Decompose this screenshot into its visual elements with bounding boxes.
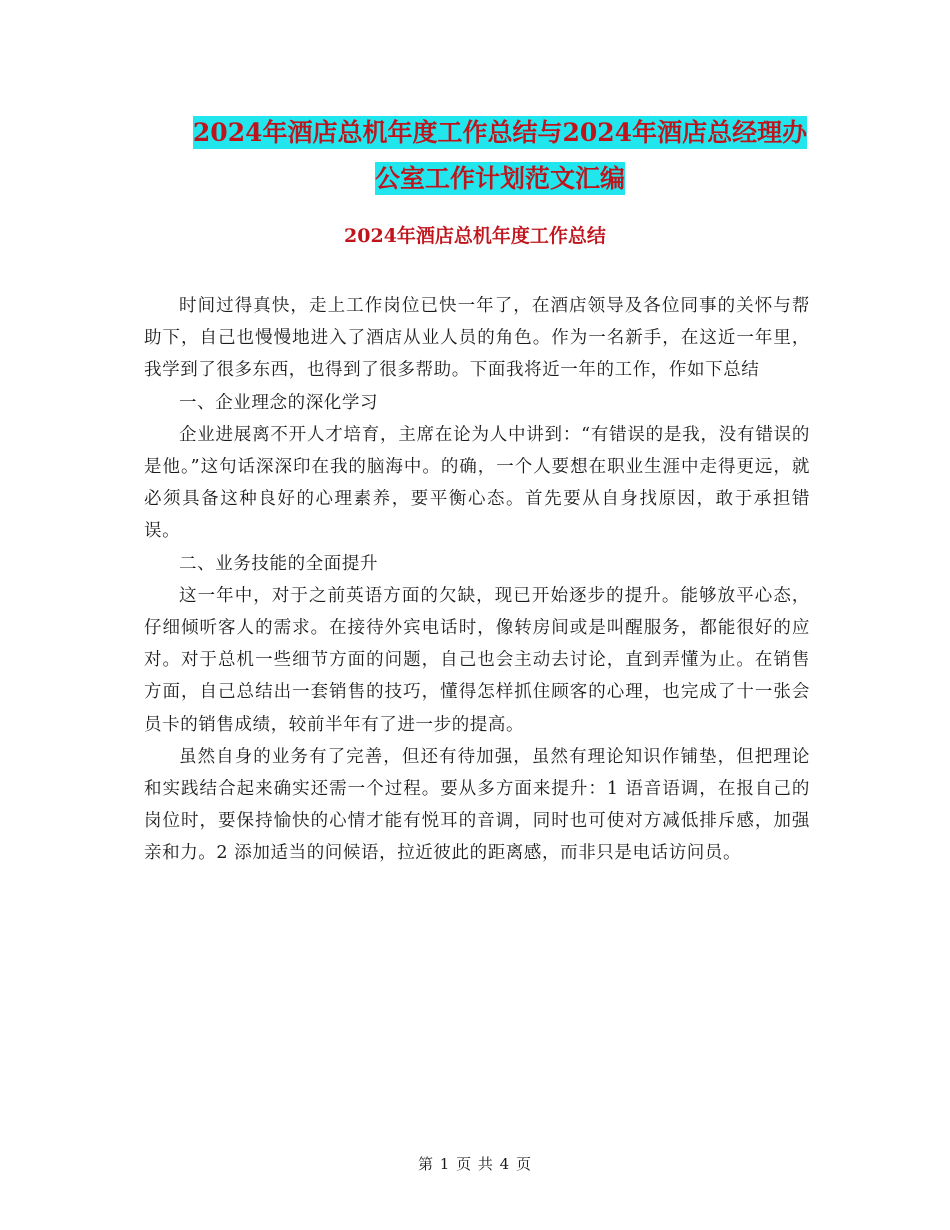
document-body (144, 290, 810, 870)
paragraph-intro: 时间过得真快，走上工作岗位已快一年了，在酒店领导及各位同事的关怀与帮助下，自己也慢慢地进入了酒店从业人员的角色。作为一名新手，在这近一年里，我学到了很多东西，也得到了很多帮助。下面我将近一年的工作，作如下总结 (144, 296, 810, 381)
page-footer: 第 1 页 共 4 页 (418, 1155, 532, 1173)
heading-1: 一、企业理念的深化学习 (179, 392, 379, 413)
paragraph-1: 企业进展离不开人才培育，主席在论为人中讲到：“有错误的是我，没有错误的是他。”这句话深深印在我的脑海中。的确，一个人要想在职业生涯中走得更远，就必须具备这种良好的心理素养，要平衡心态。首先要从自身找原因，敢于承担错误。 (144, 424, 810, 542)
paragraph-2: 这一年中，对于之前英语方面的欠缺，现已开始逐步的提升。能够放平心态，仔细倾听客人的需求。在接待外宾电话时，像转房间或是叫醒服务，都能很好的应对。对于总机一些细节方面的问题，自己也会主动去讨论，直到弄懂为止。在销售方面，自己总结出一套销售的技巧，懂得怎样抓住顾客的心理，也完成了十一张会员卡的销售成绩，较前半年有了进一步的提高。 (144, 585, 810, 735)
document-title-line1: 2024年酒店总机年度工作总结与2024年酒店总经理办 (192, 118, 808, 147)
heading-2: 二、业务技能的全面提升 (179, 553, 379, 574)
section-title: 2024年酒店总机年度工作总结 (344, 225, 606, 247)
paragraph-3: 虽然自身的业务有了完善，但还有待加强，虽然有理论知识作铺垫，但把理论和实践结合起来确实还需一个过程。要从多方面来提升：1 语音语调，在报自己的岗位时，要保持愉快的心情才能有悦耳的音调，同时也可使对方减低排斥感，加强亲和力。2 添加适当的问候语，拉近彼此的距离感，而非只是电话访问员。 (144, 746, 810, 864)
document-title (140, 110, 860, 202)
document-title-line2: 公室工作计划范文汇编 (374, 164, 625, 193)
